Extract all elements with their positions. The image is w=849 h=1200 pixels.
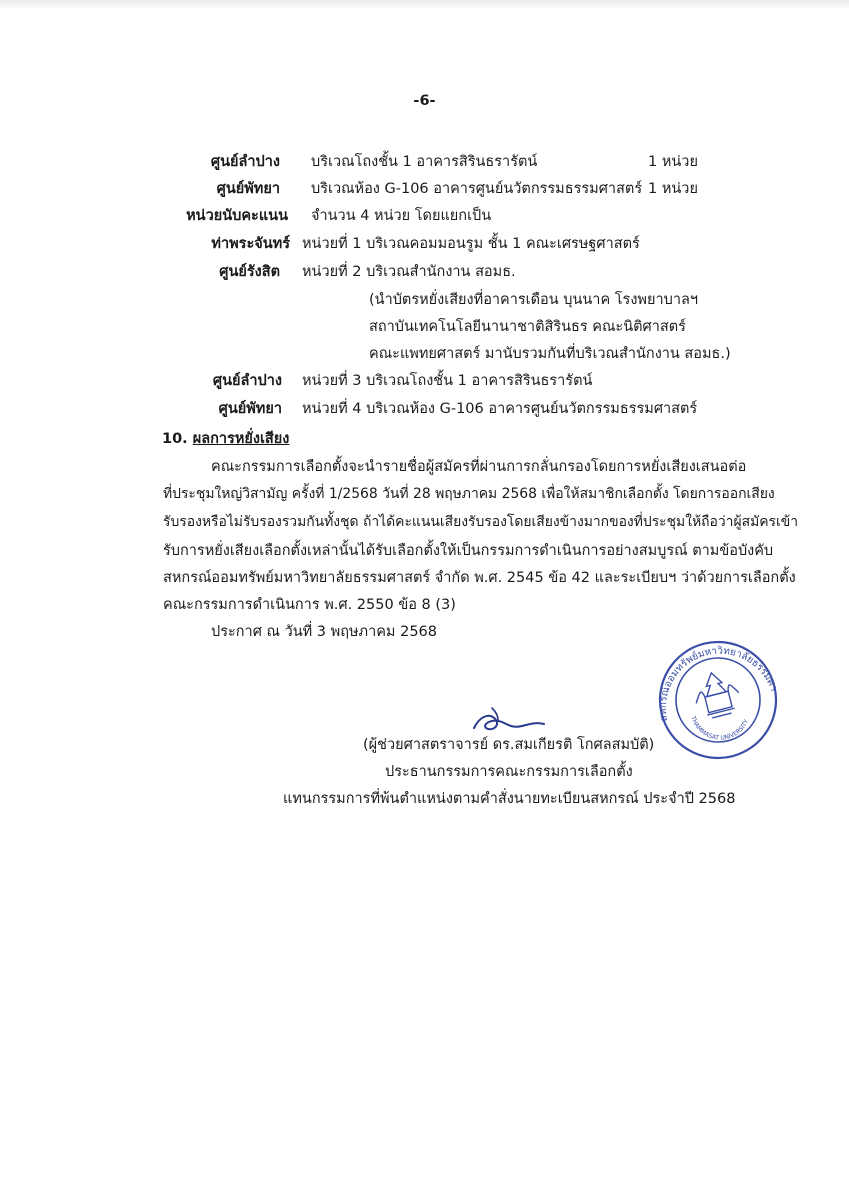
counting-row-label: ศูนย์ลำปาง — [212, 373, 282, 389]
counting-note-line: (นำบัตรหยั่งเสียงที่อาคารเดือน บุนนาค โรงพยาบาลฯ — [369, 292, 698, 308]
counting-note-line: คณะแพทยศาสตร์ มานับรวมกันที่บริเวณสำนักงาน สอมธ.) — [369, 346, 731, 362]
stamp-outer-text: สหกรณ์ออมทรัพย์มหาวิทยาลัยธรรมศาสตร์ — [657, 645, 780, 723]
paragraph-line: รับรองหรือไม่รับรองรวมกันทั้งชุด ถ้าได้คะแนนเสียงรับรองโดยเสียงข้างมากของที่ประชุมให้ถือว่าผู้สมัครเข้า — [163, 514, 799, 530]
counting-row-text: หน่วยที่ 2 บริเวณสำนักงาน สอมธ. — [302, 264, 516, 280]
signatory-position: ประธานกรรมการคณะกรรมการเลือกตั้ง — [385, 764, 633, 780]
signatory-name: (ผู้ช่วยศาสตราจารย์ ดร.สมเกียรติ โกศลสมบัติ) — [363, 737, 655, 753]
paragraph-line: สหกรณ์ออมทรัพย์มหาวิทยาลัยธรรมศาสตร์ จำกัด พ.ศ. 2545 ข้อ 42 และระเบียบฯ ว่าด้วยการเลือกตั้ง — [163, 570, 796, 586]
counting-row-text: หน่วยที่ 1 บริเวณคอมมอนรูม ชั้น 1 คณะเศรษฐศาสตร์ — [302, 236, 640, 252]
stamp-inner-text: THAMMASAT UNIVERSITY — [689, 715, 751, 742]
stamp-emblem — [690, 668, 743, 721]
announcement-date: ประกาศ ณ วันที่ 3 พฤษภาคม 2568 — [211, 624, 437, 640]
section-10-heading — [162, 427, 289, 450]
counting-row-text: หน่วยที่ 4 บริเวณห้อง G-106 อาคารศูนย์นวัตกรรมธรรมศาสตร์ — [302, 401, 698, 417]
paragraph-line: ที่ประชุมใหญ่วิสามัญ ครั้งที่ 1/2568 วันที่ 28 พฤษภาคม 2568 เพื่อให้สมาชิกเลือกตั้ง โดยการออกเสียง — [163, 486, 775, 502]
counting-row-label: ศูนย์พัทยา — [218, 401, 282, 417]
scan-top-edge — [0, 0, 849, 10]
row-text-pattaya: บริเวณห้อง G-106 อาคารศูนย์นวัตกรรมธรรมศาสตร์ — [311, 181, 643, 197]
official-stamp — [648, 638, 788, 760]
row-count-lampang: 1 หน่วย — [648, 154, 698, 170]
counting-note-line: สถาบันเทคโนโลยีนานาชาติสิรินธร คณะนิติศาสตร์ — [369, 319, 686, 335]
row-label-lampang: ศูนย์ลำปาง — [210, 154, 280, 170]
paragraph-line: คณะกรรมการดำเนินการ พ.ศ. 2550 ข้อ 8 (3) — [163, 597, 456, 613]
page-number: -6- — [413, 93, 436, 109]
section-number: 10. — [162, 431, 188, 447]
paragraph-line: คณะกรรมการเลือกตั้งจะนำรายชื่อผู้สมัครที่ผ่านการกลั่นกรองโดยการหยั่งเสียงเสนอต่อ — [211, 459, 747, 475]
counting-row-text: หน่วยที่ 3 บริเวณโถงชั้น 1 อาคารสิรินธรารัตน์ — [302, 373, 593, 389]
counting-label: หน่วยนับคะแนน — [186, 208, 288, 224]
counting-row-label: ท่าพระจันทร์ — [211, 236, 290, 252]
section-title: ผลการหยั่งเสียง — [192, 431, 290, 447]
counting-row-label: ศูนย์รังสิต — [219, 264, 280, 280]
row-text-lampang: บริเวณโถงชั้น 1 อาคารสิรินธรารัตน์ — [311, 154, 538, 170]
signatory-note: แทนกรรมการที่พ้นตำแหน่งตามคำสั่งนายทะเบียนสหกรณ์ ประจำปี 2568 — [283, 791, 736, 807]
row-count-pattaya: 1 หน่วย — [648, 181, 698, 197]
counting-text: จำนวน 4 หน่วย โดยแยกเป็น — [311, 208, 492, 224]
paragraph-line: รับการหยั่งเสียงเลือกตั้งเหล่านั้นได้รับเลือกตั้งให้เป็นกรรมการดำเนินการอย่างสมบูรณ์ ตามข้อบังคับ — [163, 543, 774, 559]
row-label-pattaya: ศูนย์พัทยา — [216, 181, 280, 197]
